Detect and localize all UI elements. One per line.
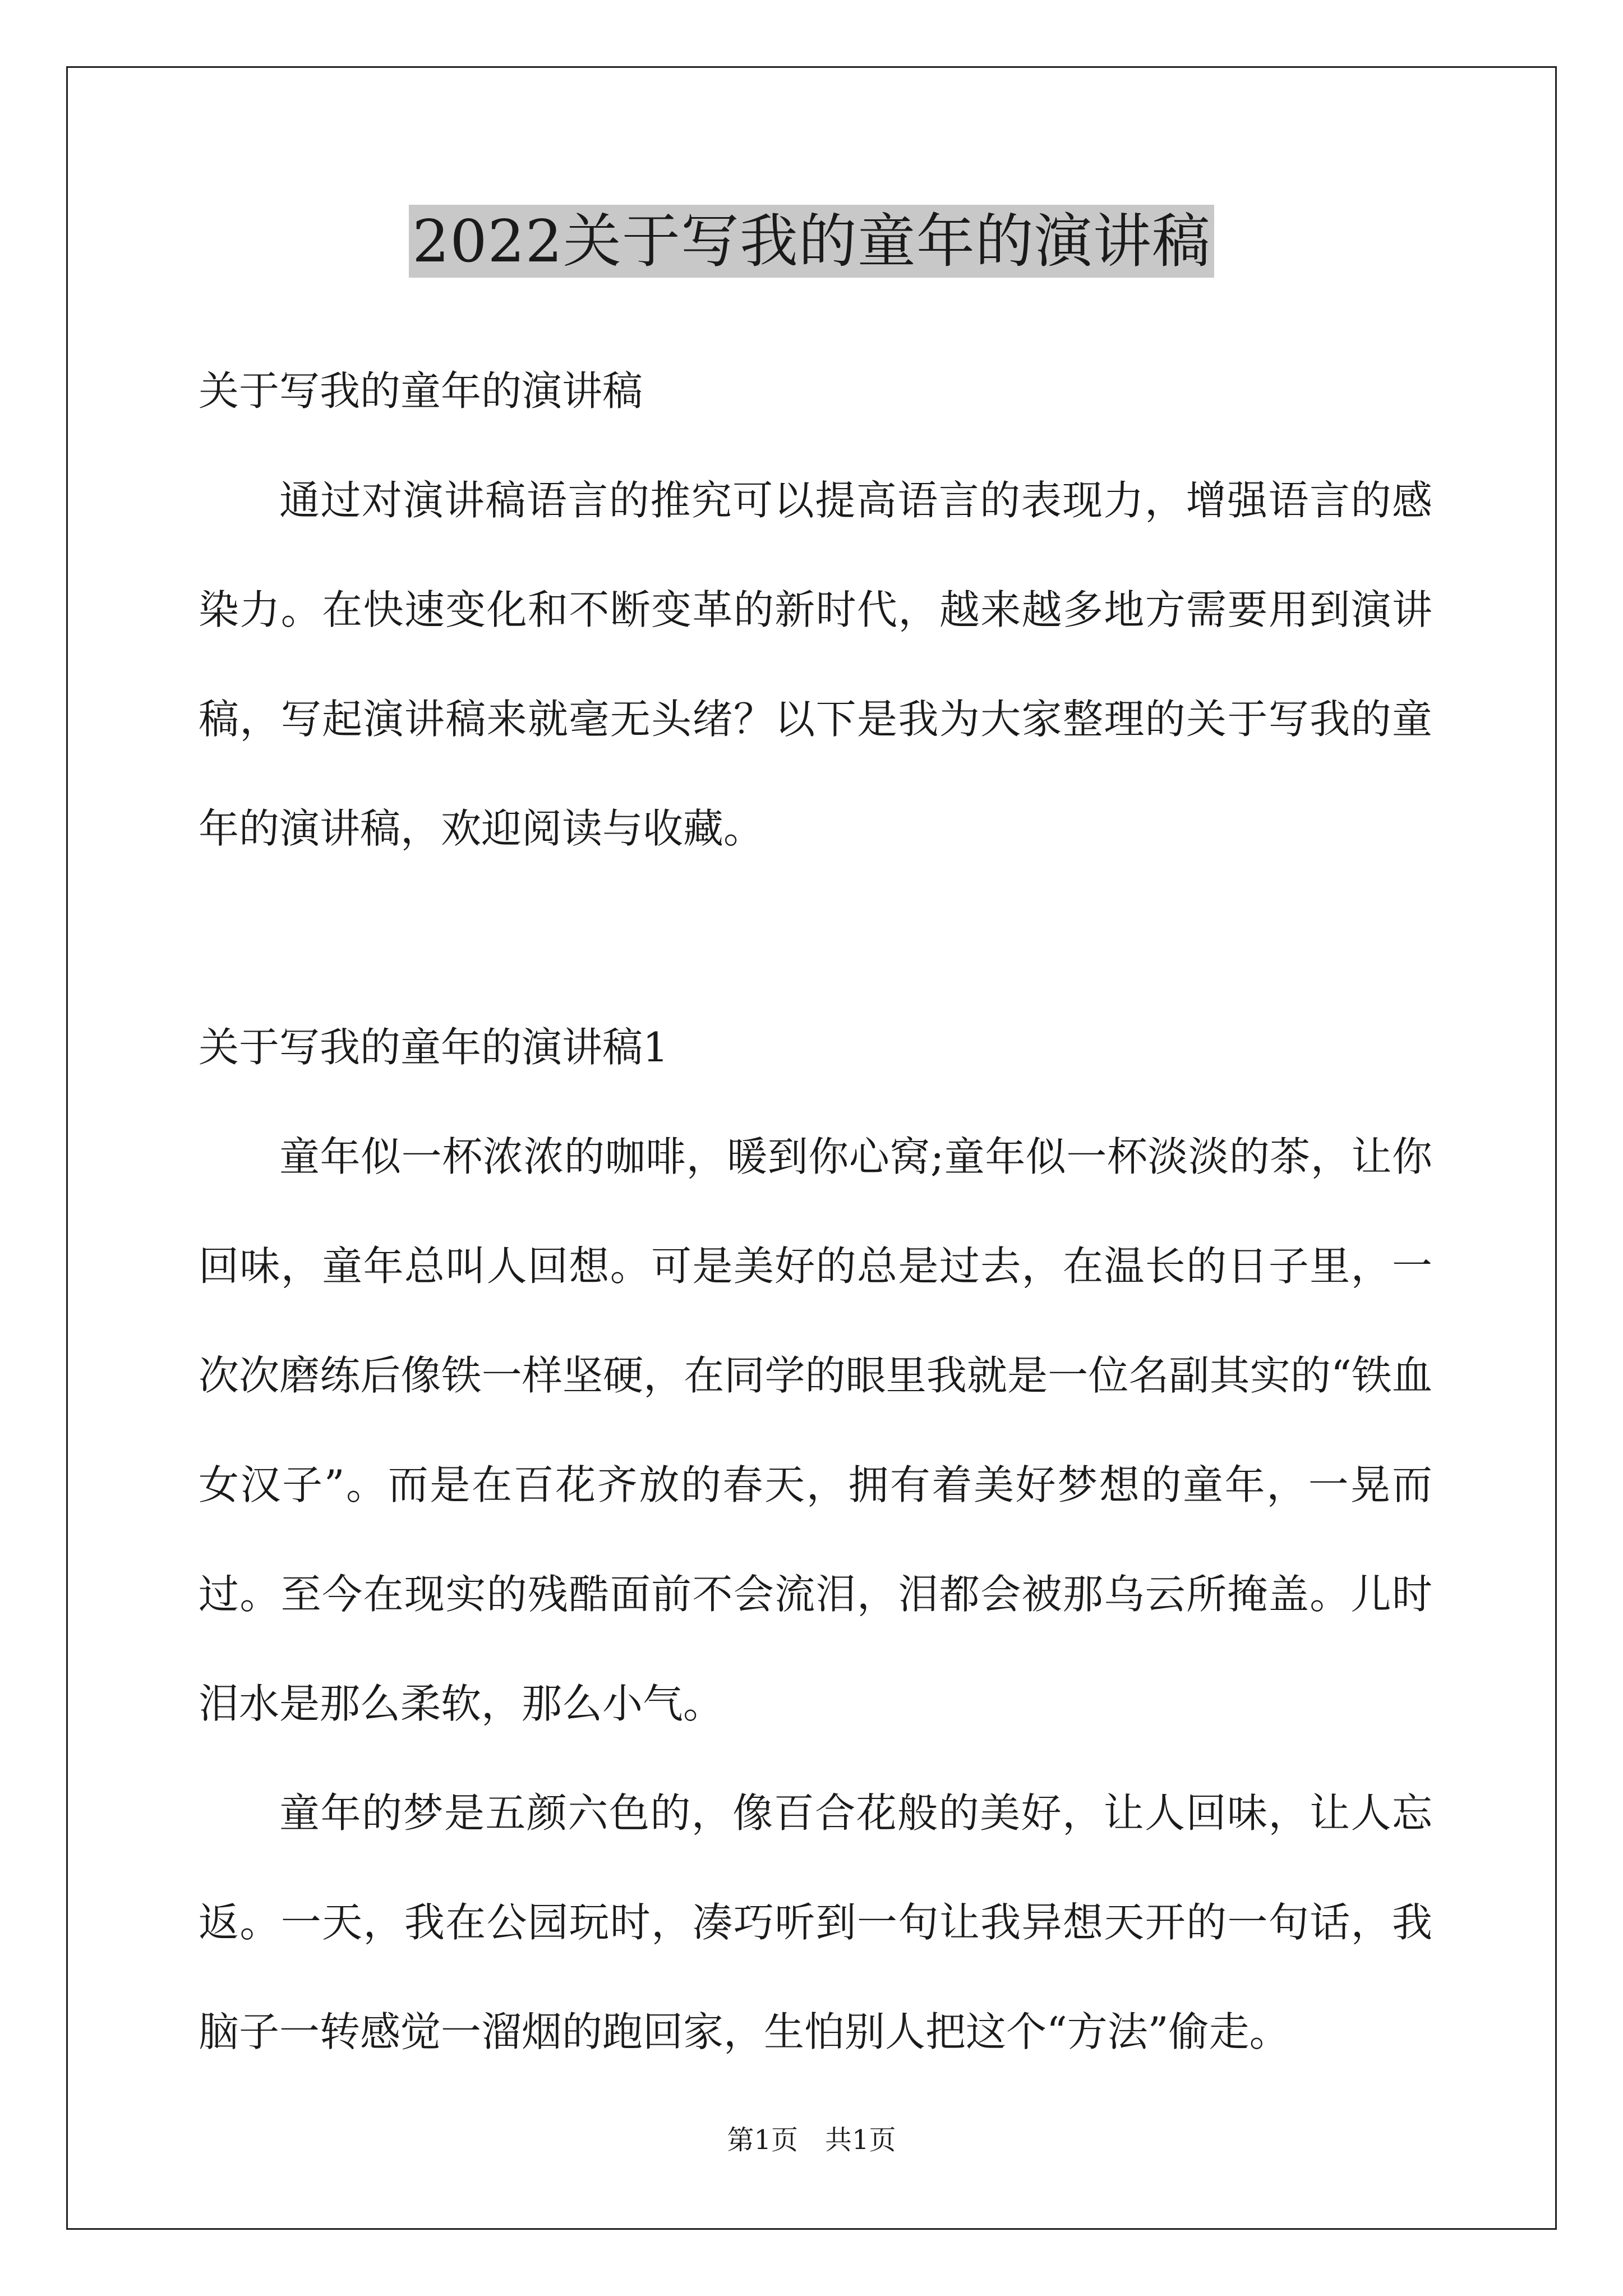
- title-wrapper: [0, 205, 1623, 278]
- document-body: [199, 337, 1432, 2087]
- document-title: 2022关于写我的童年的演讲稿: [409, 205, 1214, 278]
- body-paragraph: 童年的梦是五颜六色的，像百合花般的美好，让人回味，让人忘返。一天，我在公园玩时，凑巧听到一句让我异想天开的一句话，我脑子一转感觉一溜烟的跑回家，生怕别人把这个“方法”偷走。: [199, 1789, 1432, 2055]
- section-gap: [199, 884, 1432, 993]
- intro-paragraph: 通过对演讲稿语言的推究可以提高语言的表现力，增强语言的感染力。在快速变化和不断变革的新时代，越来越多地方需要用到演讲稿，写起演讲稿来就毫无头绪？以下是我为大家整理的关于写我的童年的演讲稿，欢迎阅读与收藏。: [199, 477, 1432, 852]
- section-heading: 关于写我的童年的演讲稿1: [199, 1024, 668, 1071]
- body-paragraph: 童年似一杯浓浓的咖啡，暖到你心窝;童年似一杯淡淡的茶，让你回味，童年总叫人回想。可是美好的总是过去，在温长的日子里，一次次磨练后像铁一样坚硬，在同学的眼里我就是一位名副其实的“铁血女汉子”。而是在百花齐放的春天，拥有着美好梦想的童年，一晃而过。至今在现实的残酷面前不会流泪，泪都会被那乌云所掩盖。儿时泪水是那么柔软，那么小气。: [199, 1133, 1432, 1727]
- page-footer: 第1页 共1页: [727, 2124, 896, 2156]
- document-subtitle: 关于写我的童年的演讲稿: [199, 367, 643, 415]
